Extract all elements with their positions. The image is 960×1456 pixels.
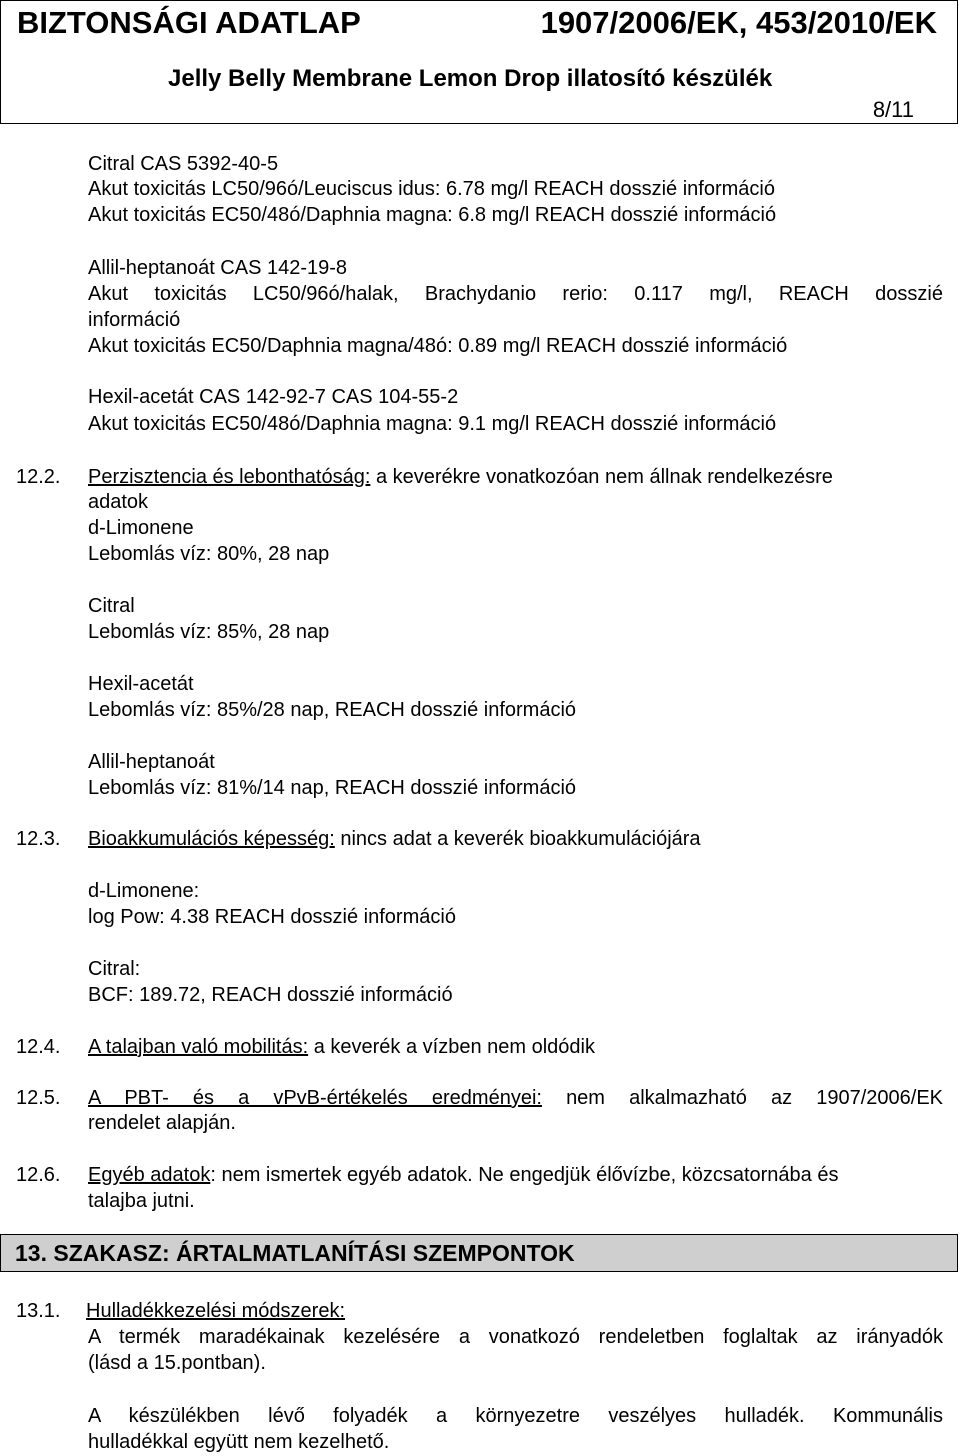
section-12-2-number: 12.2. (16, 466, 61, 488)
citral-ec50: Akut toxicitás EC50/48ó/Daphnia magna: 6.8 mg/l REACH dosszié információ (88, 204, 777, 226)
section-12-6-text-cont: talajba jutni. (88, 1190, 195, 1212)
section-12-2-line (88, 465, 833, 489)
degradation-value: Lebomlás víz: 80%, 28 nap (88, 543, 330, 565)
section-13-1-number: 13.1. (16, 1300, 61, 1322)
degradation-value: Lebomlás víz: 85%/28 nap, REACH dosszié információ (88, 699, 577, 721)
allyl-heptanoate-ec50: Akut toxicitás EC50/Daphnia magna/48ó: 0.89 mg/l REACH dosszié információ (88, 335, 788, 357)
allyl-heptanoate-lc50: Akut toxicitás LC50/96ó/halak, Brachydanio rerio: 0.117 mg/l, REACH dosszié (88, 283, 943, 305)
bioaccumulation-substance: d-Limonene: (88, 880, 200, 902)
section-12-5-text-cont: rendelet alapján. (88, 1112, 236, 1134)
section-12-5-text: nem alkalmazható az 1907/2006/EK (541, 1087, 943, 1109)
document-header (0, 0, 958, 124)
section-12-3-line (88, 827, 701, 851)
section-12-6-heading: Egyéb adatok (88, 1164, 211, 1186)
section-12-2-heading: Perzisztencia és lebonthatóság: (88, 466, 371, 488)
degradation-substance: d-Limonene (88, 517, 194, 539)
section-13-header-bar (0, 1234, 958, 1272)
section-12-4-heading: A talajban való mobilitás: (88, 1036, 309, 1058)
hexyl-acetate-cas: Hexil-acetát CAS 142-92-7 CAS 104-55-2 (88, 386, 459, 408)
citral-cas: Citral CAS 5392-40-5 (88, 153, 279, 175)
hexyl-acetate-ec50: Akut toxicitás EC50/48ó/Daphnia magna: 9.1 mg/l REACH dosszié információ (88, 413, 777, 435)
page-number: 8/11 (872, 97, 914, 122)
waste-paragraph-2-cont: hulladékkal együtt nem kezelhető. (88, 1431, 390, 1453)
allyl-heptanoate-lc50-cont: információ (88, 309, 181, 331)
bioaccumulation-substance: Citral: (88, 958, 141, 980)
section-12-2-text: a keverékre vonatkozóan nem állnak rendelkezésre (370, 466, 833, 488)
waste-paragraph-1: A termék maradékainak kezelésére a vonatkozó rendeletben foglaltak az irányadók (88, 1326, 943, 1348)
section-12-4-line (88, 1035, 595, 1059)
allyl-heptanoate-cas: Allil-heptanoát CAS 142-19-8 (88, 257, 348, 279)
section-12-6-number: 12.6. (16, 1164, 61, 1186)
bioaccumulation-value: log Pow: 4.38 REACH dosszié információ (88, 906, 456, 928)
section-12-3-heading: Bioakkumulációs képesség: (88, 828, 335, 850)
section-12-4-text: a keverék a vízben nem oldódik (308, 1036, 595, 1058)
section-12-5-number: 12.5. (16, 1087, 61, 1109)
section-12-5-line (88, 1086, 943, 1110)
section-12-2-text-cont: adatok (88, 491, 149, 513)
waste-paragraph-1-cont: (lásd a 15.pontban). (88, 1352, 266, 1374)
degradation-substance: Allil-heptanoát (88, 751, 215, 773)
section-12-5-heading: A PBT- és a vPvB-értékelés eredményei: (88, 1087, 542, 1109)
degradation-value: Lebomlás víz: 81%/14 nap, REACH dosszié információ (88, 777, 577, 799)
section-12-3-text: nincs adat a keverék bioakkumulációjára (334, 828, 701, 850)
section-12-3-number: 12.3. (16, 828, 61, 850)
citral-lc50: Akut toxicitás LC50/96ó/Leuciscus idus: 6.78 mg/l REACH dosszié információ (88, 178, 775, 200)
regulation-reference: 1907/2006/EK, 453/2010/EK (540, 5, 937, 40)
degradation-value: Lebomlás víz: 85%, 28 nap (88, 621, 330, 643)
document-title: BIZTONSÁGI ADATLAP (17, 5, 361, 40)
degradation-substance: Citral (88, 595, 135, 617)
section-12-4-number: 12.4. (16, 1036, 61, 1058)
section-12-6-text: : nem ismertek egyéb adatok. Ne engedjük élővízbe, közcsatornába és (210, 1164, 839, 1186)
product-name: Jelly Belly Membrane Lemon Drop illatosító készülék (168, 65, 773, 92)
bioaccumulation-value: BCF: 189.72, REACH dosszié információ (88, 984, 453, 1006)
section-12-6-line (88, 1163, 838, 1187)
degradation-substance: Hexil-acetát (88, 673, 194, 695)
section-13-1-heading: Hulladékkezelési módszerek: (86, 1300, 346, 1322)
section-13-title: 13. SZAKASZ: ÁRTALMATLANÍTÁSI SZEMPONTOK (15, 1240, 575, 1266)
waste-paragraph-2: A készülékben lévő folyadék a környezetre veszélyes hulladék. Kommunális (88, 1405, 943, 1427)
